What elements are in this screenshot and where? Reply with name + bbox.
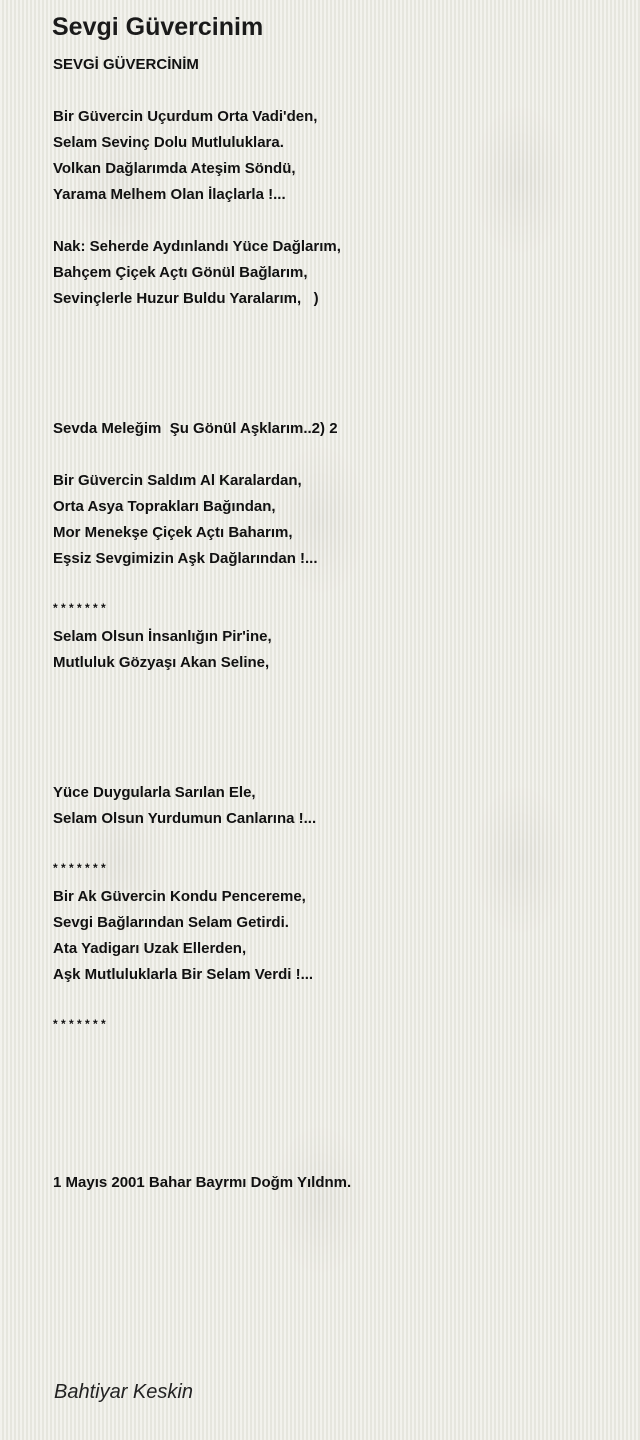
- poem-line: Bir Ak Güvercin Kondu Pencereme,: [53, 888, 306, 905]
- poem-line: [53, 1118, 613, 1144]
- poem-line: [53, 988, 613, 1014]
- poem-title: Sevgi Güvercinim: [52, 13, 264, 41]
- poem-line: [53, 702, 613, 728]
- poem-line: Mor Menekşe Çiçek Açtı Baharım,: [53, 524, 293, 541]
- poem-line: Selam Sevinç Dolu Mutluluklara.: [53, 134, 284, 151]
- poem-line: Mutluluk Gözyaşı Akan Seline,: [53, 654, 270, 671]
- poem-line: Sevda Meleğim Şu Gönül Aşklarım..2) 2: [53, 420, 338, 437]
- poem-line: Selam Olsun Yurdumun Canlarına !...: [53, 810, 317, 827]
- poem-line: Yarama Melhem Olan İlaçlarla !...: [53, 186, 286, 203]
- poem-line: Volkan Dağlarımda Ateşim Söndü,: [53, 160, 296, 177]
- poem-line: Nak: Seherde Aydınlandı Yüce Dağlarım,: [53, 238, 341, 255]
- poem-line: [53, 78, 613, 104]
- poem-line: [53, 208, 613, 234]
- poem-date-line: 1 Mayıs 2001 Bahar Bayrmı Doğm Yıldnm.: [53, 1174, 352, 1191]
- poem-line: Eşsiz Sevgimizin Aşk Dağlarından !...: [53, 550, 318, 567]
- poem-line: Ata Yadigarı Uzak Ellerden,: [53, 940, 247, 957]
- poem-line: Yüce Duygularla Sarılan Ele,: [53, 784, 256, 801]
- poem-line: Selam Olsun İnsanlığın Pir'ine,: [53, 628, 272, 645]
- author-name[interactable]: Bahtiyar Keskin: [54, 1381, 193, 1403]
- stanza-separator: * * * * * * *: [53, 1017, 106, 1031]
- poem-line: Aşk Mutluluklarla Bir Selam Verdi !...: [53, 966, 314, 983]
- poem-line: Sevgi Bağlarından Selam Getirdi.: [53, 914, 289, 931]
- poem-line: [53, 364, 613, 390]
- poem-line: Sevinçlerle Huzur Buldu Yaralarım, ): [53, 290, 319, 307]
- poem-line: [53, 832, 613, 858]
- poem-body: [53, 52, 613, 1196]
- stanza-separator: * * * * * * *: [53, 861, 106, 875]
- poem-line: Bir Güvercin Saldım Al Karalardan,: [53, 472, 302, 489]
- stanza-separator: * * * * * * *: [53, 601, 106, 615]
- poem-line: Bir Güvercin Uçurdum Orta Vadi'den,: [53, 108, 318, 125]
- poem-line: [53, 312, 613, 338]
- poem-line: SEVGİ GÜVERCİNİM: [53, 56, 199, 73]
- poem-line: [53, 1144, 613, 1170]
- poem-line: [53, 572, 613, 598]
- poem-line: [53, 1040, 613, 1066]
- poem-line: Bahçem Çiçek Açtı Gönül Bağlarım,: [53, 264, 308, 281]
- poem-line: [53, 1066, 613, 1092]
- poem-line: [53, 390, 613, 416]
- poem-line: Orta Asya Toprakları Bağından,: [53, 498, 276, 515]
- poem-line: [53, 442, 613, 468]
- poem-line: [53, 754, 613, 780]
- poem-line: [53, 1092, 613, 1118]
- poem-line: [53, 728, 613, 754]
- poem-line: [53, 338, 613, 364]
- poem-line: [53, 676, 613, 702]
